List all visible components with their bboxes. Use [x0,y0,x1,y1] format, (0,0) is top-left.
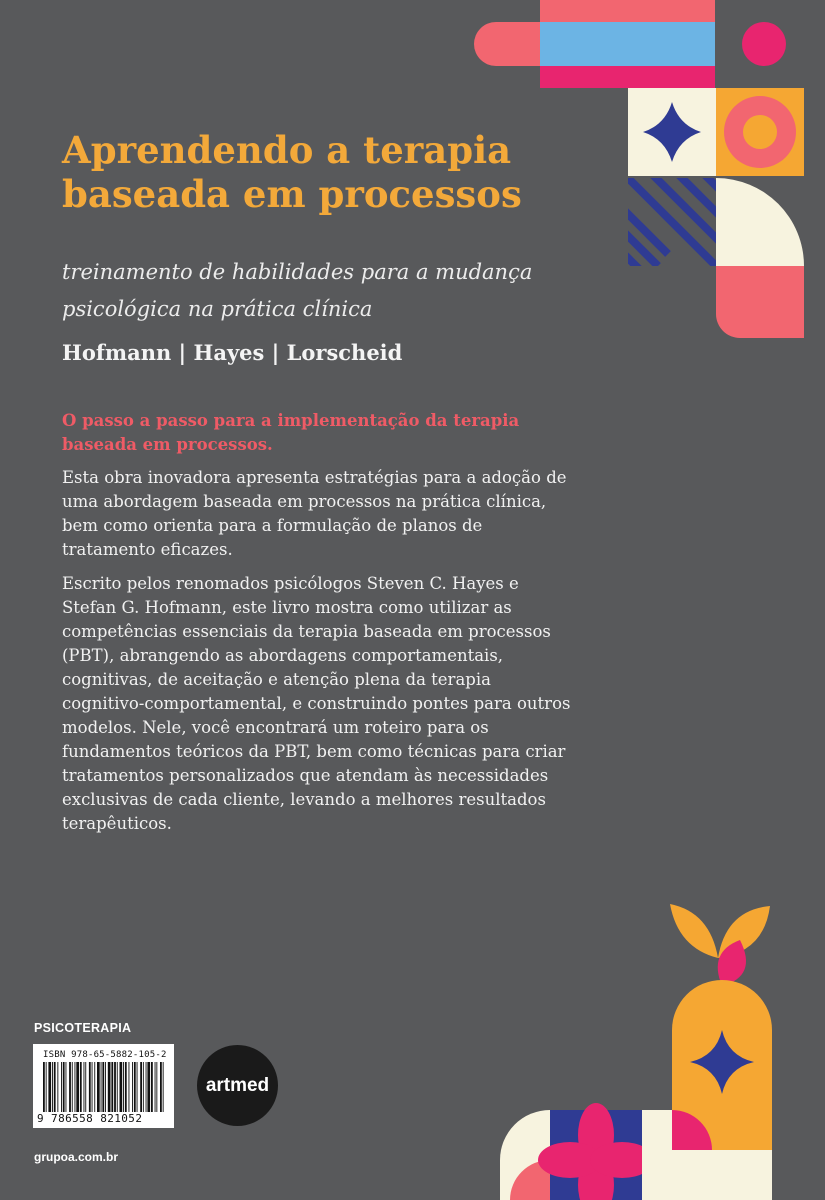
publisher-logo [197,1045,278,1126]
isbn-label: ISBN 978-65-5882-105-2 [43,1050,167,1060]
barcode-bar [147,1062,150,1112]
publisher-name: artmed [205,1074,270,1096]
barcode-bar [69,1062,71,1112]
barcode-bar [129,1062,130,1112]
barcode-bar [163,1062,164,1112]
barcode-bar [105,1062,106,1112]
barcode-bar [61,1062,62,1112]
barcode-bar [111,1062,113,1112]
barcode-bar [75,1062,76,1112]
barcode-bar [57,1062,58,1112]
barcode-bar [134,1062,136,1112]
barcode-bar [89,1062,91,1112]
book-authors: Hofmann | Hayes | Lorscheid [62,340,403,365]
barcode-bar [160,1062,162,1112]
book-title: Aprendendo a terapia baseada em processos [62,128,522,216]
barcode-bar [101,1062,102,1112]
barcode-bars [41,1062,166,1112]
barcode-bar [80,1062,82,1112]
barcode-bar [48,1062,51,1112]
barcode-bar [66,1062,67,1112]
isbn-barcode [33,1044,174,1128]
barcode-bar [125,1062,127,1112]
barcode-bar [84,1062,85,1112]
barcode-bar [72,1062,73,1112]
book-subtitle: treinamento de habilidades para a mudança psicológica na prática clínica [62,260,533,321]
barcode-bar [146,1062,147,1112]
barcode-bar [43,1062,45,1112]
barcode-bar [52,1062,53,1112]
barcode-bar [102,1062,104,1112]
barcode-bar [63,1062,65,1112]
barcode-bar [85,1062,86,1112]
description-paragraph-2: Escrito pelos renomados psicólogos Steven C. Hayes e Stefan G. Hofmann, este livro mostra como utilizar as competências essenciais da terapia baseada em processos (PBT), abrangendo as abordagens comportamentais, cognitivas, de aceitação e atenção plena da terapia cognitivo-comportamental, e construindo pontes para outros modelos. Nele, você encontrará um roteiro para os fundamentos teóricos da PBT, bem como técnicas para criar tratamentos personalizados que atendam às necessidades exclusivas de cada cliente, levando a melhores resultados terapêuticos. [62,574,571,833]
barcode-bar [92,1062,93,1112]
barcode-bar [132,1062,133,1112]
barcode-bar [120,1062,123,1112]
barcode-bar [108,1062,111,1112]
barcode-bar [151,1062,153,1112]
decorative-geometric-pattern-bottom [490,890,825,1200]
barcode-bar [123,1062,124,1112]
barcode-bar [97,1062,100,1112]
barcode-bar [155,1062,156,1112]
barcode-bar [114,1062,116,1112]
book-tagline: O passo a passo para a implementação da terapia baseada em processos. [62,411,520,454]
description-paragraph-1: Esta obra inovadora apresenta estratégias para a adoção de uma abordagem baseada em processos na prática clínica, bem como orienta para a formulação de planos de tratamento eficazes. [62,468,567,559]
barcode-bar [143,1062,144,1112]
barcode-bar [76,1062,79,1112]
barcode-digits: 9 786558 821052 [37,1112,143,1125]
barcode-bar [117,1062,118,1112]
barcode-bar [156,1062,157,1112]
barcode-bar [94,1062,95,1112]
barcode-bar [137,1062,138,1112]
barcode-bar [46,1062,47,1112]
publisher-website: grupoa.com.br [34,1150,119,1164]
barcode-bar [140,1062,142,1112]
category-label: PSICOTERAPIA [34,1021,132,1035]
barcode-bar [54,1062,56,1112]
